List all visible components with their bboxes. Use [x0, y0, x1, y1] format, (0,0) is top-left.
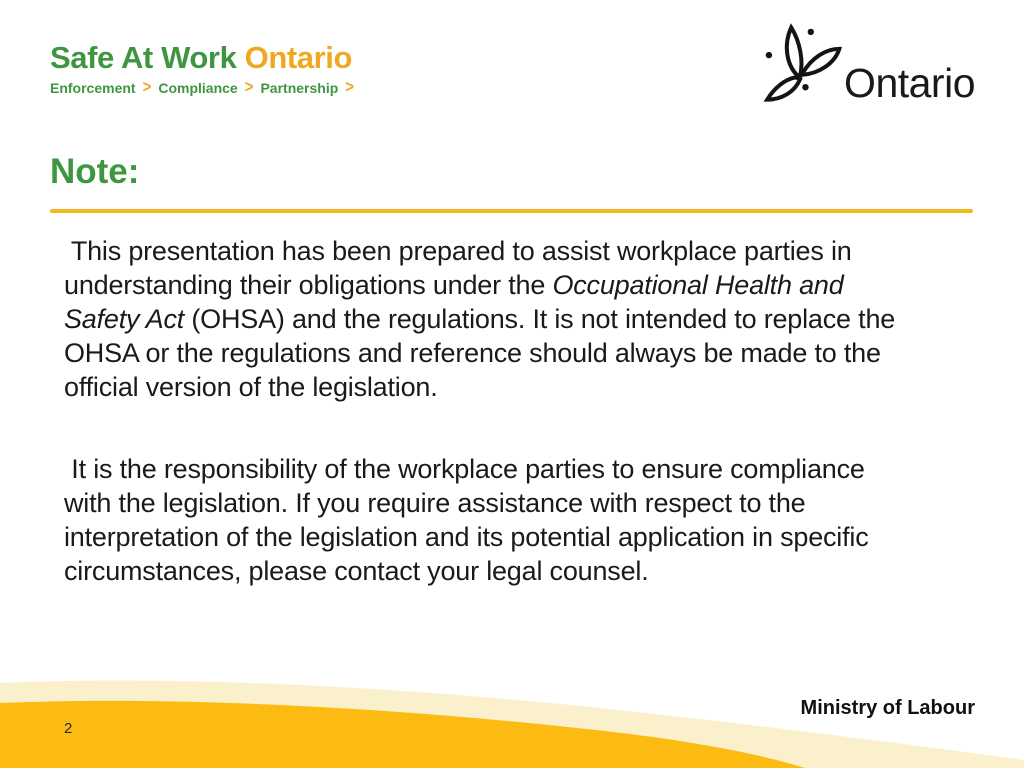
- body-text: It is the responsibility of the workplace parties to ensure compliance: [64, 454, 865, 484]
- trillium-icon: [760, 22, 842, 106]
- paragraph-line: [64, 452, 984, 486]
- tagline-word: Partnership: [260, 79, 339, 96]
- body-text: interpretation of the legislation and its potential application in specific: [64, 522, 869, 552]
- paragraph-line: [64, 336, 984, 370]
- tagline-word: Compliance: [158, 79, 238, 96]
- paragraph-line: [64, 486, 984, 520]
- brand-title-segment: Ontario: [244, 40, 353, 75]
- tagline-word: Enforcement: [50, 79, 136, 96]
- italic-text: Occupational Health and: [552, 270, 844, 300]
- brand-title-segment: Safe At Work: [50, 40, 245, 75]
- brand-tagline: [50, 79, 354, 96]
- body-text: with the legislation. If you require assistance with respect to the: [64, 488, 806, 518]
- body-text: (OHSA) and the regulations. It is not intended to replace the: [184, 304, 896, 334]
- paragraph-line: [64, 520, 984, 554]
- chevron-icon: >: [345, 77, 355, 98]
- slide-title: Note:: [50, 152, 140, 191]
- ontario-wordmark: Ontario: [844, 60, 975, 106]
- safe-at-work-ontario-logo: [50, 42, 354, 96]
- chevron-icon: >: [142, 77, 152, 98]
- paragraph: [64, 234, 984, 404]
- ontario-government-logo: [760, 22, 975, 106]
- body-text: This presentation has been prepared to assist workplace parties in: [64, 236, 852, 266]
- ministry-footer-label: Ministry of Labour: [800, 697, 975, 719]
- paragraph-line: [64, 234, 984, 268]
- paragraph: [64, 452, 984, 588]
- brand-title: [50, 42, 354, 73]
- paragraph-line: [64, 554, 984, 588]
- page-number: 2: [64, 720, 73, 737]
- paragraph-line: [64, 302, 984, 336]
- body-text: understanding their obligations under the: [64, 270, 553, 300]
- paragraph-line: [64, 370, 984, 404]
- heading-divider: [50, 209, 973, 213]
- chevron-icon: >: [244, 77, 254, 98]
- body-text: official version of the legislation.: [64, 372, 438, 402]
- body-paragraphs: [64, 234, 984, 588]
- italic-text: Safety Act: [64, 304, 185, 334]
- paragraph-line: [64, 268, 984, 302]
- body-text: OHSA or the regulations and reference should always be made to the: [64, 338, 881, 368]
- body-text: circumstances, please contact your legal counsel.: [64, 556, 649, 586]
